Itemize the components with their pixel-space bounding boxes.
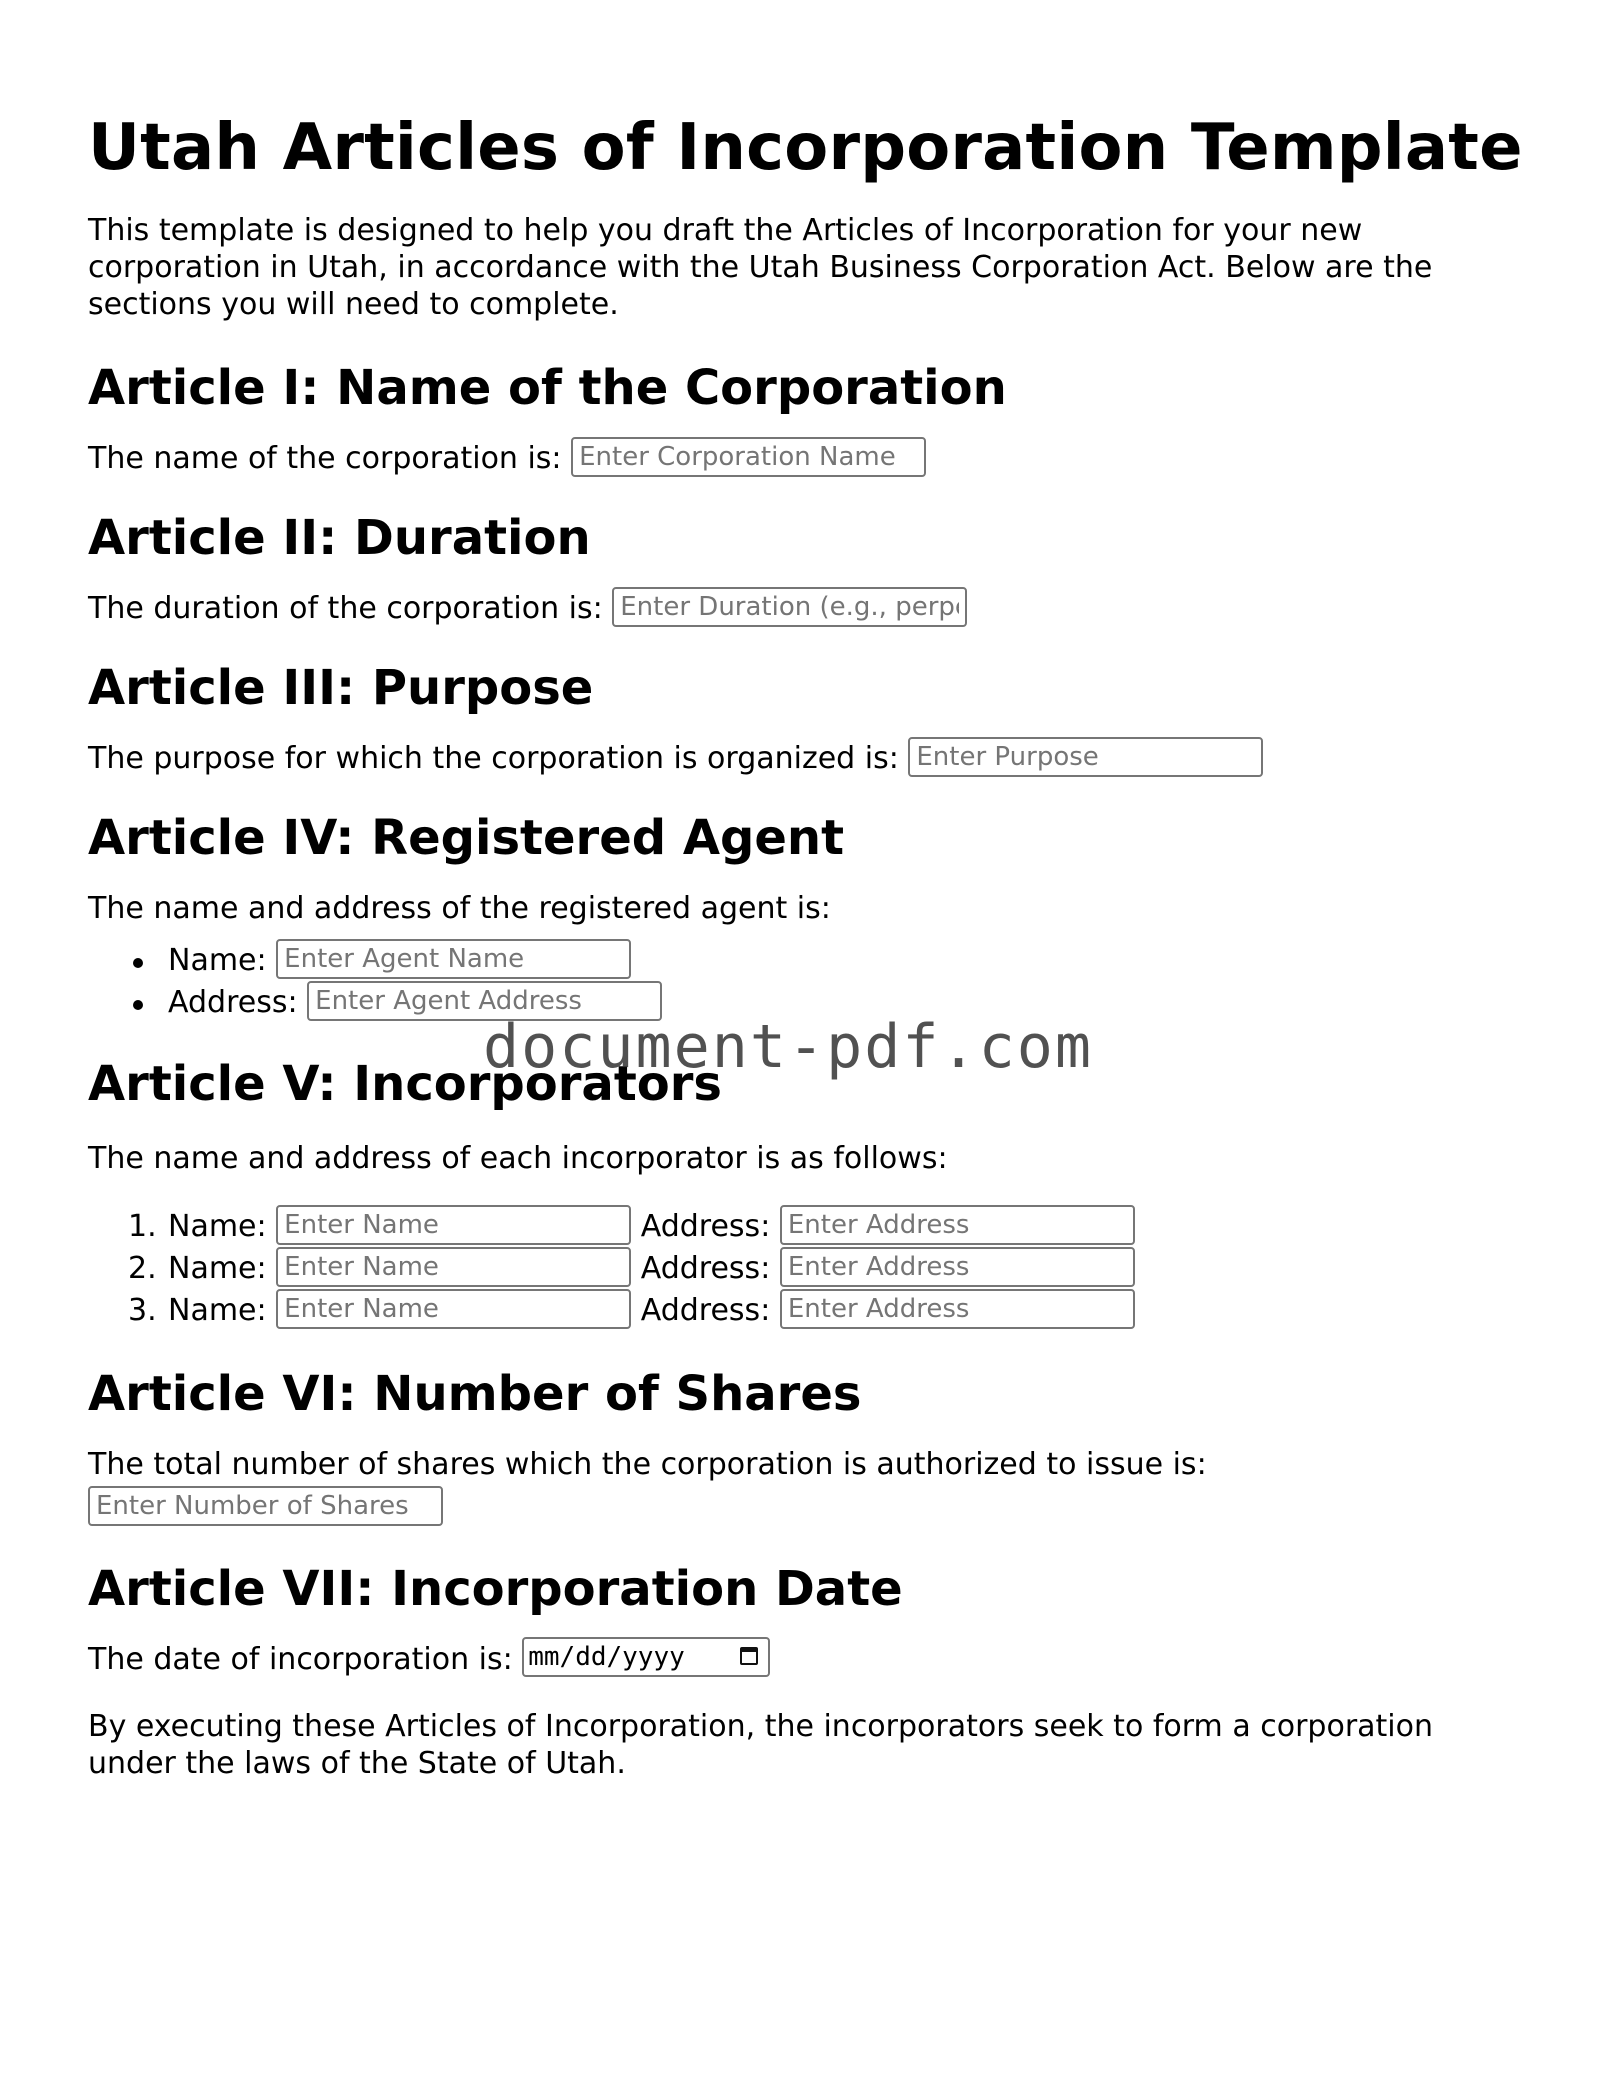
article-6-heading: Article VI: Number of Shares <box>88 1366 862 1422</box>
row-number: 3. <box>128 1293 157 1328</box>
closing-paragraph: By executing these Articles of Incorporation, the incorporators seek to form a corporation under the laws of the State of Utah. <box>88 1708 1434 1781</box>
number-of-shares-input[interactable] <box>88 1486 443 1526</box>
address-label: Address: <box>640 1293 771 1328</box>
purpose-input[interactable] <box>908 737 1263 777</box>
list-item <box>88 1249 1528 1291</box>
article-7-text: The date of incorporation is: <box>88 1641 513 1677</box>
agent-address-label: Address: <box>168 985 298 1020</box>
article-1-line <box>88 439 1528 479</box>
article-5-text: The name and address of each incorporator is as follows: <box>88 1141 948 1176</box>
name-label: Name: <box>168 1209 267 1244</box>
document-page <box>88 0 1528 1782</box>
intro-paragraph: This template is designed to help you draft the Articles of Incorporation for your new corporation in Utah, in accordance with the Utah Business Corporation Act. Below are the sections you will need to complete. <box>88 213 1433 322</box>
article-2-heading: Article II: Duration <box>88 510 591 566</box>
article-6-line <box>88 1445 1528 1526</box>
row-number: 2. <box>128 1251 157 1286</box>
article-3-heading: Article III: Purpose <box>88 660 594 716</box>
incorporator-1-address-input[interactable] <box>780 1205 1135 1245</box>
incorporators-list <box>88 1207 1528 1333</box>
bullet-icon <box>133 958 143 968</box>
list-item <box>88 1291 1528 1333</box>
agent-name-label: Name: <box>168 943 267 978</box>
incorporator-2-address-input[interactable] <box>780 1247 1135 1287</box>
article-4-text: The name and address of the registered agent is: <box>88 891 831 926</box>
duration-input[interactable] <box>612 587 967 627</box>
article-7-heading: Article VII: Incorporation Date <box>88 1560 903 1617</box>
incorporator-2-name-input[interactable] <box>276 1247 631 1287</box>
name-label: Name: <box>168 1251 267 1286</box>
row-number: 1. <box>128 1209 157 1244</box>
list-item <box>88 941 1528 983</box>
incorporator-3-address-input[interactable] <box>780 1289 1135 1329</box>
article-6-text: The total number of shares which the corporation is authorized to issue is: <box>88 1447 1207 1482</box>
article-1-heading: Article I: Name of the Corporation <box>88 360 1007 416</box>
page-title: Utah Articles of Incorporation Template <box>88 111 1523 185</box>
list-item <box>88 983 1528 1025</box>
date-placeholder: mm/dd/yyyy <box>528 1642 685 1672</box>
article-1-text: The name of the corporation is: <box>88 441 562 476</box>
registered-agent-list <box>88 941 1528 1025</box>
agent-name-input[interactable] <box>276 939 631 979</box>
article-4-heading: Article IV: Registered Agent <box>88 810 845 866</box>
address-label: Address: <box>640 1209 771 1244</box>
agent-address-input[interactable] <box>307 981 662 1021</box>
article-2-line <box>88 589 1528 629</box>
address-label: Address: <box>640 1251 771 1286</box>
watermark: document-pdf.com <box>483 1012 1093 1082</box>
article-3-line <box>88 739 1528 779</box>
article-2-text: The duration of the corporation is: <box>88 591 603 626</box>
incorporator-1-name-input[interactable] <box>276 1205 631 1245</box>
name-label: Name: <box>168 1293 267 1328</box>
article-3-text: The purpose for which the corporation is organized is: <box>88 741 899 776</box>
incorporator-3-name-input[interactable] <box>276 1289 631 1329</box>
article-7-line <box>88 1640 1528 1680</box>
bullet-icon <box>133 1000 143 1010</box>
list-item <box>88 1207 1528 1249</box>
article-5-heading: Article V: Incorporators <box>88 1056 722 1112</box>
corporation-name-input[interactable] <box>571 437 926 477</box>
incorporation-date-input[interactable] <box>522 1637 770 1677</box>
calendar-icon[interactable] <box>740 1647 758 1665</box>
